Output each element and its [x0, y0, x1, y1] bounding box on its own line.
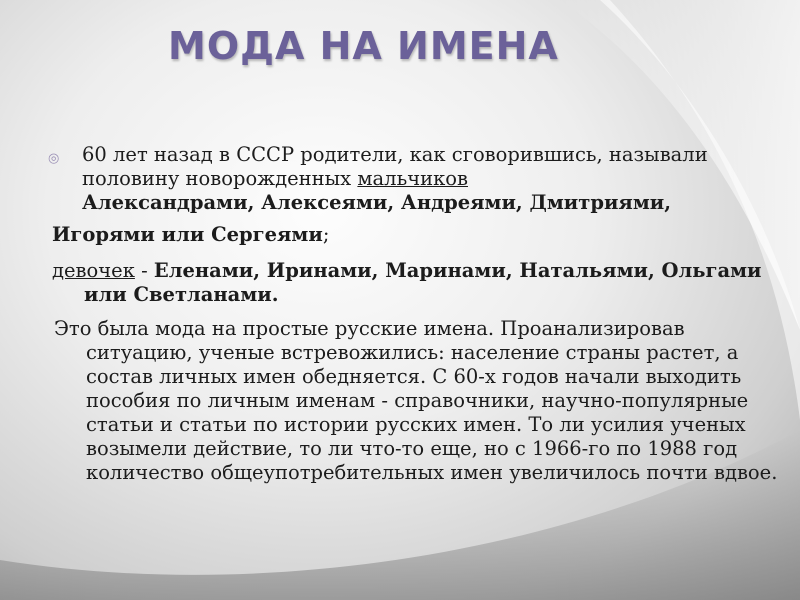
paragraph-boys-names-continued: [52, 223, 772, 247]
boys-link[interactable]: мальчиков: [357, 167, 468, 190]
dash: -: [134, 259, 154, 282]
girls-names-bold: Еленами, Иринами, Маринами, Натальями, Ольгами или Светланами.: [84, 259, 762, 306]
girls-link[interactable]: девочек: [52, 259, 135, 282]
paragraph-conclusion: [54, 317, 784, 485]
bullet-icon: ◎: [48, 151, 60, 166]
semicolon: ;: [322, 223, 330, 246]
paragraph-boys-names: [82, 143, 772, 215]
paragraph-text: 60 лет назад в СССР родители, как сговорившись, называли половину новорожденных: [82, 143, 708, 190]
page-title: МОДА НА ИМЕНА: [168, 24, 559, 68]
boys-names-bold-continued: Игорями или Сергеями: [52, 223, 323, 246]
conclusion-text: Это была мода на простые русские имена. Проанализировав ситуацию, ученые встревожились: население страны растет, а состав личных имен обедняется. С 60-х годов начали выходить пособия по личным именам - справочники, научно-популярные статьи и статьи по истории русских имен. То ли усилия ученых возымели действие, то ли что-то еще, но с 1966-го по 1988 год количество общеупотребительных имен увеличилось почти вдвое.: [54, 317, 778, 484]
paragraph-girls-names: [52, 259, 772, 307]
girls-line: [52, 259, 772, 307]
boys-names-bold: Александрами, Алексеями, Андреями, Дмитриями,: [82, 191, 672, 214]
